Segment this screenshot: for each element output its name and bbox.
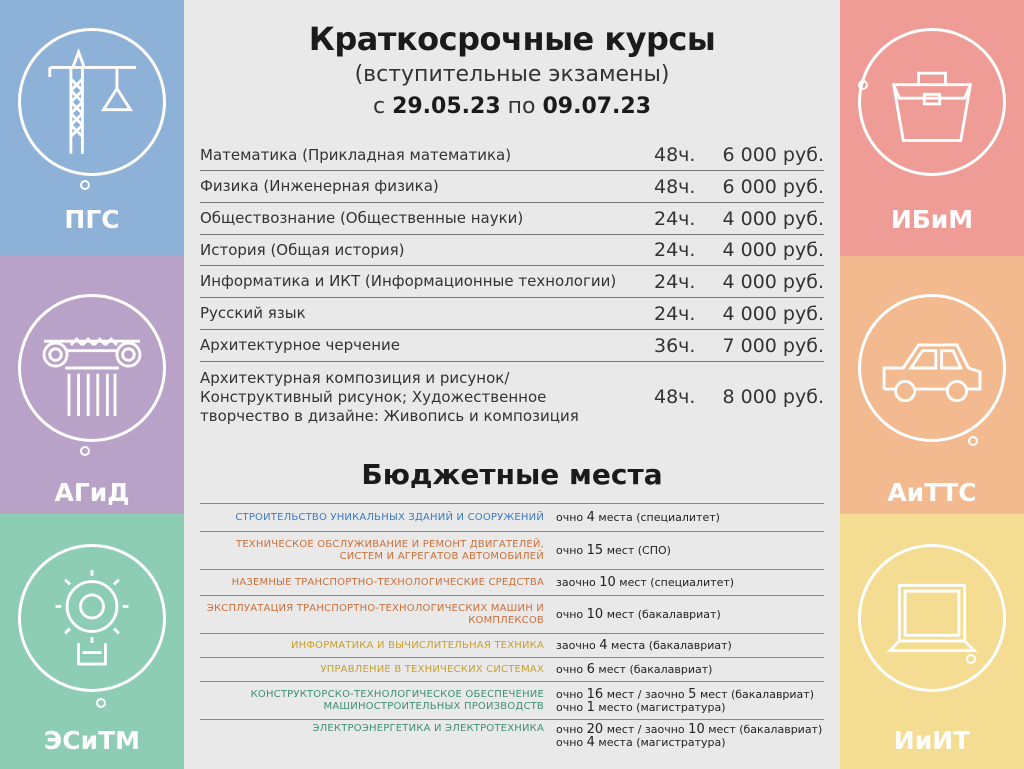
tile-label: АГиД xyxy=(54,478,130,507)
program-places: очно 6 мест (бакалавриат) xyxy=(556,662,713,677)
course-hours: 24ч. xyxy=(654,270,696,293)
budget-row xyxy=(200,633,824,657)
course-name: Математика (Прикладная математика) xyxy=(200,145,512,164)
tile-label: ПГС xyxy=(64,205,120,234)
course-row xyxy=(200,362,824,432)
tile-label: ЭСиТМ xyxy=(43,726,141,755)
program-places: заочно 10 мест (специалитет) xyxy=(556,575,735,590)
program-name: СТРОИТЕЛЬСТВО УНИКАЛЬНЫХ ЗДАНИЙ И СООРУЖЕНИЙ xyxy=(235,511,544,523)
course-price: 6 000 руб. xyxy=(722,175,824,198)
circle-dot xyxy=(96,698,106,708)
date-range xyxy=(184,94,840,119)
program-places: очно 16 мест / заочно 5 мест (бакалавриат) очно 1 место (магистратура) xyxy=(556,686,814,715)
course-row xyxy=(200,330,824,362)
course-name: Физика (Инженерная физика) xyxy=(200,177,439,195)
course-name: История (Общая история) xyxy=(200,240,405,259)
laptop-icon xyxy=(858,544,1006,692)
program-places: заочно 4 места (бакалавриат) xyxy=(556,638,732,653)
course-hours: 24ч. xyxy=(654,302,696,325)
budget-table xyxy=(200,503,824,755)
date-mid: по xyxy=(507,94,536,119)
tile-pgs xyxy=(0,0,184,256)
course-hours: 48ч. xyxy=(654,175,696,198)
course-row xyxy=(200,203,824,235)
program-places: очно 20 мест / заочно 10 мест (бакалавриат) очно 4 места (магистратура) xyxy=(556,722,823,750)
page-title: Краткосрочные курсы xyxy=(308,20,716,58)
circle-dot xyxy=(966,654,976,664)
program-name: УПРАВЛЕНИЕ В ТЕХНИЧЕСКИХ СИСТЕМАХ xyxy=(320,663,544,675)
course-price: 4 000 руб. xyxy=(722,239,824,261)
course-price: 4 000 руб. xyxy=(722,207,824,230)
program-name: КОНСТРУКТОРСКО-ТЕХНОЛОГИЧЕСКОЕ ОБЕСПЕЧЕНИЕ МАШИНОСТРОИТЕЛЬНЫХ ПРОИЗВОДСТВ xyxy=(250,688,544,712)
courses-table xyxy=(200,140,824,432)
gear-bulb-icon xyxy=(18,544,166,692)
date-from: 29.05.23 xyxy=(392,94,501,119)
program-places: очно 4 места (специалитет) xyxy=(556,510,720,525)
circle-dot xyxy=(858,80,868,90)
crane-icon xyxy=(18,28,166,176)
tile-iiit xyxy=(840,514,1024,769)
course-row xyxy=(200,140,824,171)
course-price: 7 000 руб. xyxy=(722,334,824,357)
course-price: 8 000 руб. xyxy=(722,386,824,408)
circle-dot xyxy=(80,446,90,456)
car-icon xyxy=(858,294,1006,442)
course-name: Информатика и ИКТ (Информационные технологии) xyxy=(200,272,617,290)
program-places: очно 10 мест (бакалавриат) xyxy=(556,607,721,622)
course-hours: 24ч. xyxy=(654,239,696,261)
page-subtitle: (вступительные экзамены) xyxy=(354,62,670,87)
program-name: НАЗЕМНЫЕ ТРАНСПОРТНО-ТЕХНОЛОГИЧЕСКИЕ СРЕДСТВА xyxy=(231,576,544,588)
course-hours: 24ч. xyxy=(654,207,696,230)
tile-label: ИиИТ xyxy=(893,726,971,755)
course-row xyxy=(200,266,824,298)
circle-dot xyxy=(80,180,90,190)
budget-row xyxy=(200,657,824,681)
budget-row xyxy=(200,569,824,595)
program-name: ИНФОРМАТИКА И ВЫЧИСЛИТЕЛЬНАЯ ТЕХНИКА xyxy=(290,639,544,651)
budget-row xyxy=(200,719,824,755)
circle-dot xyxy=(968,436,978,446)
tile-aitts xyxy=(840,256,1024,514)
date-prefix: с xyxy=(372,94,386,119)
budget-row xyxy=(200,503,824,531)
main-content xyxy=(184,0,840,769)
tile-label: ИБиМ xyxy=(890,205,974,234)
tile-agid xyxy=(0,256,184,514)
budget-row xyxy=(200,681,824,719)
budget-row xyxy=(200,595,824,633)
tile-ibim xyxy=(840,0,1024,256)
course-price: 4 000 руб. xyxy=(722,302,824,325)
ionic-column-icon xyxy=(18,294,166,442)
course-name: Архитектурная композиция и рисунок/ Конструктивный рисунок; Художественное творчество в дизайне: Живопись и композиция xyxy=(200,368,579,425)
course-name: Архитектурное черчение xyxy=(200,336,401,354)
course-row xyxy=(200,298,824,330)
course-price: 6 000 руб. xyxy=(722,144,824,166)
course-row xyxy=(200,235,824,266)
program-name: ЭЛЕКТРОЭНЕРГЕТИКА И ЭЛЕКТРОТЕХНИКА xyxy=(312,723,544,734)
course-hours: 36ч. xyxy=(654,334,696,357)
tile-label: АиТТС xyxy=(887,478,977,507)
program-name: ЭКСПЛУАТАЦИЯ ТРАНСПОРТНО-ТЕХНОЛОГИЧЕСКИХ МАШИН И КОМПЛЕКСОВ xyxy=(206,602,544,626)
course-name: Русский язык xyxy=(200,304,306,322)
course-row xyxy=(200,171,824,203)
course-price: 4 000 руб. xyxy=(722,270,824,293)
course-hours: 48ч. xyxy=(654,144,696,166)
course-hours: 48ч. xyxy=(654,386,696,408)
briefcase-icon xyxy=(858,28,1006,176)
tile-esitm xyxy=(0,514,184,769)
program-places: очно 15 мест (СПО) xyxy=(556,543,671,558)
budget-row xyxy=(200,531,824,569)
program-name: ТЕХНИЧЕСКОЕ ОБСЛУЖИВАНИЕ И РЕМОНТ ДВИГАТЕЛЕЙ, СИСТЕМ И АГРЕГАТОВ АВТОМОБИЛЕЙ xyxy=(235,538,544,562)
course-name: Обществознание (Общественные науки) xyxy=(200,209,524,227)
budget-title: Бюджетные места xyxy=(361,458,663,491)
date-to: 09.07.23 xyxy=(542,94,652,119)
